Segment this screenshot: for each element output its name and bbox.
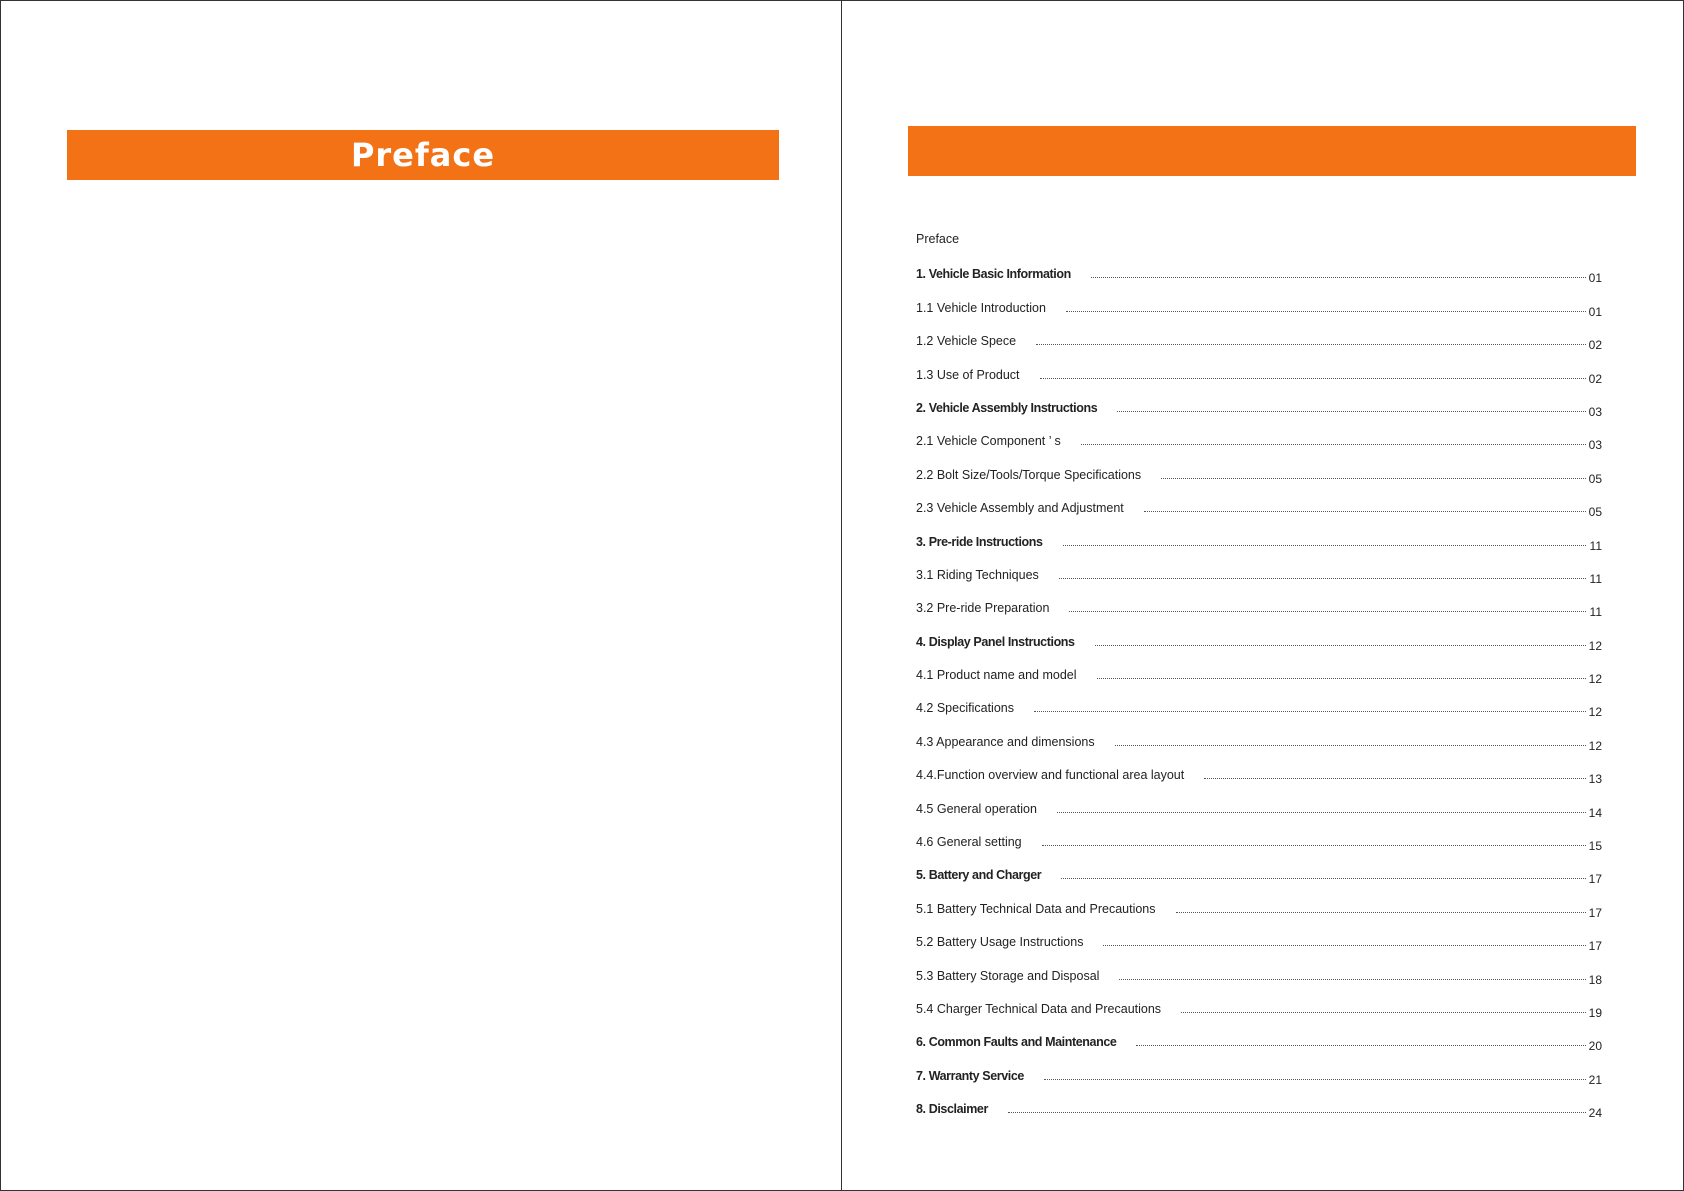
toc-entry-page-number: 05 bbox=[1588, 505, 1602, 520]
toc-subsection-entry[interactable] bbox=[916, 488, 1602, 521]
toc-subsection-entry[interactable] bbox=[916, 655, 1602, 688]
toc-dot-leader bbox=[1081, 444, 1586, 445]
toc-section-entry[interactable] bbox=[916, 254, 1602, 287]
toc-entry-page-number: 05 bbox=[1588, 471, 1602, 486]
toc-dot-leader bbox=[1044, 1079, 1586, 1080]
toc-dot-leader bbox=[1008, 1112, 1586, 1113]
toc-entry-page-number: 02 bbox=[1588, 371, 1602, 386]
toc-entry-label: 3.1 Riding Techniques bbox=[916, 567, 1039, 582]
toc-entry-label: 2. Vehicle Assembly Instructions bbox=[916, 400, 1098, 415]
toc-entry-page-number: 03 bbox=[1588, 438, 1602, 453]
toc-dot-leader bbox=[1095, 645, 1586, 646]
toc-dot-leader bbox=[1059, 578, 1586, 579]
toc-subsection-entry[interactable] bbox=[916, 888, 1602, 921]
toc-entry-page-number: 19 bbox=[1588, 1005, 1602, 1020]
toc-dot-leader bbox=[1176, 912, 1587, 913]
toc-section-entry[interactable] bbox=[916, 855, 1602, 888]
toc-dot-leader bbox=[1042, 845, 1586, 846]
toc-dot-leader bbox=[1063, 545, 1586, 546]
page-divider bbox=[841, 0, 842, 1191]
toc-dot-leader bbox=[1181, 1012, 1586, 1013]
toc-entry-page-number: 14 bbox=[1588, 805, 1602, 820]
toc-entry-label: 8. Disclaimer bbox=[916, 1102, 988, 1117]
toc-entry-label: 3.2 Pre-ride Preparation bbox=[916, 601, 1050, 616]
toc-entry-label: 4.3 Appearance and dimensions bbox=[916, 734, 1095, 749]
toc-dot-leader bbox=[1144, 511, 1586, 512]
toc-entry-page-number: 02 bbox=[1588, 338, 1602, 353]
toc-entry-label: 6. Common Faults and Maintenance bbox=[916, 1035, 1117, 1050]
toc-entry-label: 4.2 Specifications bbox=[916, 701, 1014, 716]
toc-entry-label: 2.1 Vehicle Component ’ s bbox=[916, 434, 1061, 449]
toc-subsection-entry[interactable] bbox=[916, 354, 1602, 387]
toc-entry-page-number: 13 bbox=[1588, 772, 1602, 787]
toc-entry-label: 3. Pre-ride Instructions bbox=[916, 534, 1043, 549]
toc-entry-label: 4.5 General operation bbox=[916, 801, 1037, 816]
toc-entry-page-number: 17 bbox=[1588, 939, 1602, 954]
toc-dot-leader bbox=[1161, 478, 1586, 479]
toc-entry-page-number: 20 bbox=[1588, 1039, 1602, 1054]
toc-entry-label: 4.1 Product name and model bbox=[916, 668, 1077, 683]
toc-section-entry[interactable] bbox=[916, 1022, 1602, 1055]
toc-entry-page-number: 24 bbox=[1588, 1106, 1602, 1121]
toc-entry-page-number: 18 bbox=[1588, 972, 1602, 987]
toc-entry-page-number: 11 bbox=[1589, 538, 1602, 553]
toc-entry-label: 1. Vehicle Basic Information bbox=[916, 267, 1071, 282]
toc-subsection-entry[interactable] bbox=[916, 555, 1602, 588]
toc-entry-label: 5. Battery and Charger bbox=[916, 868, 1042, 883]
preface-banner bbox=[67, 130, 779, 180]
toc-dot-leader bbox=[1119, 979, 1586, 980]
toc-entry-label: 4. Display Panel Instructions bbox=[916, 634, 1075, 649]
toc-entry-label: 2.3 Vehicle Assembly and Adjustment bbox=[916, 501, 1124, 516]
toc-dot-leader bbox=[1034, 711, 1586, 712]
toc-dot-leader bbox=[1036, 344, 1586, 345]
toc-subsection-entry[interactable] bbox=[916, 822, 1602, 855]
toc-entry-label: 7. Warranty Service bbox=[916, 1068, 1024, 1083]
toc-section-entry[interactable] bbox=[916, 521, 1602, 554]
toc-subsection-entry[interactable] bbox=[916, 321, 1602, 354]
toc-entry-label: 2.2 Bolt Size/Tools/Torque Specifications bbox=[916, 467, 1142, 482]
toc-section-entry[interactable] bbox=[916, 388, 1602, 421]
toc-entry-label: 1.2 Vehicle Spece bbox=[916, 334, 1017, 349]
toc-entry-label: 5.2 Battery Usage Instructions bbox=[916, 935, 1084, 950]
toc-subsection-entry[interactable] bbox=[916, 688, 1602, 721]
toc-subsection-entry[interactable] bbox=[916, 721, 1602, 754]
toc-subsection-entry[interactable] bbox=[916, 588, 1602, 621]
toc-entry-page-number: 03 bbox=[1588, 404, 1602, 419]
toc-entry-label: 4.6 General setting bbox=[916, 835, 1022, 850]
toc-dot-leader bbox=[1061, 878, 1586, 879]
toc-section-entry[interactable] bbox=[916, 1089, 1602, 1122]
toc-subsection-entry[interactable] bbox=[916, 955, 1602, 988]
toc-entry-page-number: 12 bbox=[1588, 638, 1602, 653]
toc-preface-entry[interactable]: Preface bbox=[916, 232, 960, 246]
toc-entry-page-number: 01 bbox=[1588, 271, 1602, 286]
preface-banner-title: Preface bbox=[350, 136, 496, 174]
toc-dot-leader bbox=[1117, 411, 1586, 412]
toc-subsection-entry[interactable] bbox=[916, 287, 1602, 320]
toc-entry-page-number: 15 bbox=[1588, 839, 1602, 854]
toc-entry-label: 1.1 Vehicle Introduction bbox=[916, 300, 1046, 315]
toc-dot-leader bbox=[1040, 378, 1586, 379]
toc-dot-leader bbox=[1097, 678, 1586, 679]
toc-entry-label: 5.3 Battery Storage and Disposal bbox=[916, 968, 1100, 983]
toc-subsection-entry[interactable] bbox=[916, 989, 1602, 1022]
toc-entry-page-number: 12 bbox=[1588, 738, 1602, 753]
toc-subsection-entry[interactable] bbox=[916, 421, 1602, 454]
toc-entry-label: 5.1 Battery Technical Data and Precautions bbox=[916, 901, 1156, 916]
toc-subsection-entry[interactable] bbox=[916, 922, 1602, 955]
toc-entry-page-number: 17 bbox=[1588, 872, 1602, 887]
toc-dot-leader bbox=[1204, 778, 1586, 779]
toc-entry-page-number: 12 bbox=[1588, 672, 1602, 687]
toc-dot-leader bbox=[1136, 1045, 1586, 1046]
toc-entry-label: 5.4 Charger Technical Data and Precautions bbox=[916, 1001, 1162, 1016]
toc-entry-label: 1.3 Use of Product bbox=[916, 367, 1020, 382]
toc-dot-leader bbox=[1091, 277, 1586, 278]
toc-entry-page-number: 01 bbox=[1588, 304, 1602, 319]
toc-dot-leader bbox=[1115, 745, 1586, 746]
toc-dot-leader bbox=[1057, 812, 1586, 813]
toc-entry-page-number: 21 bbox=[1588, 1072, 1602, 1087]
toc-subsection-entry[interactable] bbox=[916, 454, 1602, 487]
toc-dot-leader bbox=[1066, 311, 1586, 312]
toc-entry-page-number: 11 bbox=[1589, 605, 1602, 620]
table-of-contents bbox=[916, 224, 1602, 1122]
toc-subsection-entry[interactable] bbox=[916, 788, 1602, 821]
toc-banner bbox=[908, 126, 1636, 176]
toc-entry-page-number: 11 bbox=[1589, 571, 1602, 586]
toc-entry-page-number: 12 bbox=[1588, 705, 1602, 720]
toc-entry-page-number: 17 bbox=[1588, 905, 1602, 920]
toc-dot-leader bbox=[1069, 611, 1586, 612]
toc-dot-leader bbox=[1103, 945, 1586, 946]
toc-section-entry[interactable] bbox=[916, 621, 1602, 654]
toc-list bbox=[916, 254, 1602, 1122]
toc-section-entry[interactable] bbox=[916, 1055, 1602, 1088]
toc-entry-label: 4.4.Function overview and functional area layout bbox=[916, 768, 1185, 783]
toc-subsection-entry[interactable] bbox=[916, 755, 1602, 788]
